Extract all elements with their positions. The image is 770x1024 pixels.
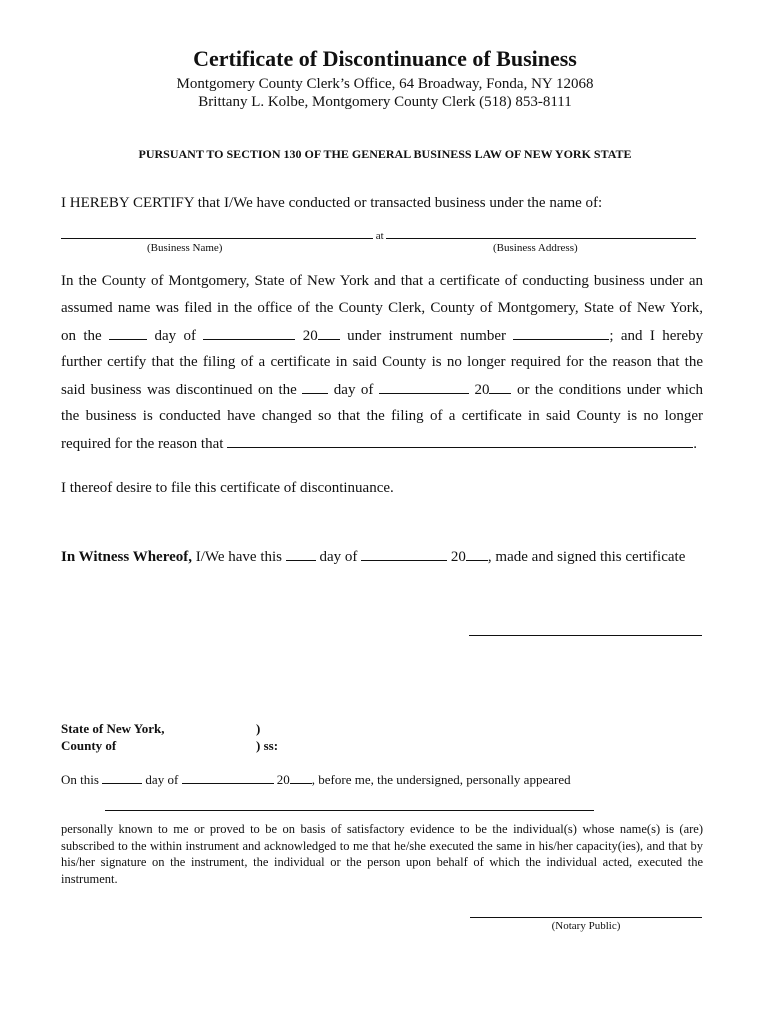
document-title: Certificate of Discontinuance of Business <box>193 46 577 71</box>
filed-day-field[interactable] <box>109 327 147 340</box>
notary-public-label: (Notary Public) <box>551 920 621 932</box>
clerk-office-address: Montgomery County Clerk’s Office, 64 Broadway, Fonda, NY 12068 <box>176 76 594 92</box>
pursuant-statement: PURSUANT TO SECTION 130 OF THE GENERAL BUSINESS LAW OF NEW YORK STATE <box>138 147 632 161</box>
desire-statement: I thereof desire to file this certificate of discontinuance. <box>61 480 394 496</box>
venue-paren-1: ) <box>256 721 261 736</box>
body-line-5: said business was discontinued on the day of 20 or the conditions under which <box>61 382 704 398</box>
notary-signature-line[interactable] <box>470 917 702 918</box>
venue-paren-ss: ) ss: <box>256 738 279 753</box>
body-line-1: In the County of Montgomery, State of New York and that a certificate of conducting business under an <box>61 273 703 289</box>
instrument-number-field[interactable] <box>513 327 609 340</box>
signature-line[interactable] <box>469 635 702 636</box>
discontinued-year-field[interactable] <box>489 381 511 394</box>
notary-date-line: On this day of 20 , before me, the undersigned, personally appeared <box>61 772 571 787</box>
filed-year-field[interactable] <box>318 327 340 340</box>
body-line-6: the business is conducted have changed so that the filing of a certificate in said County is no longer <box>61 408 703 424</box>
notary-acknowledgment-text: personally known to me or proved to be on basis of satisfactory evidence to be the individual(s) whose name(s) is (are) subscribed to the within instrument and acknowledged to me that he/she executed the same in his/her capacity(ies), and that by his/her signature on the instrument, the individual or the person upon behalf of which the individual acted, executed the instrument. <box>61 822 703 886</box>
at-word: at <box>375 230 384 242</box>
venue-county: County of <box>61 738 117 753</box>
reason-field[interactable] <box>227 435 693 448</box>
notary-day-field[interactable] <box>102 773 142 784</box>
filed-month-field[interactable] <box>203 327 295 340</box>
certify-statement: I HEREBY CERTIFY that I/We have conducted or transacted business under the name of: <box>61 195 603 211</box>
body-line-2: assumed name was filed in the office of the County Clerk, County of Montgomery, State of New York, <box>61 300 703 316</box>
county-clerk-contact: Brittany L. Kolbe, Montgomery County Clerk (518) 853-8111 <box>198 94 572 110</box>
venue-state: State of New York, <box>61 721 165 736</box>
body-line-7: required for the reason that . <box>61 436 697 452</box>
witness-year-field[interactable] <box>466 548 488 561</box>
business-address-field[interactable] <box>386 226 696 239</box>
body-line-4: further certify that the filing of a certificate in said County is no longer required for the reason that the <box>61 354 703 370</box>
witness-month-field[interactable] <box>361 548 447 561</box>
discontinued-month-field[interactable] <box>379 381 469 394</box>
business-name-address-row <box>61 226 696 242</box>
business-name-field[interactable] <box>61 226 373 239</box>
body-line-3: on the day of 20 under instrument number ; and I hereby <box>61 328 704 344</box>
notary-year-field[interactable] <box>290 773 312 784</box>
appeared-name-field[interactable] <box>105 810 594 811</box>
discontinued-day-field[interactable] <box>302 381 328 394</box>
notary-month-field[interactable] <box>182 773 274 784</box>
business-name-label: (Business Name) <box>147 242 223 254</box>
business-address-label: (Business Address) <box>493 242 578 254</box>
witness-day-field[interactable] <box>286 548 316 561</box>
witness-line: In Witness Whereof, I/We have this day of 20 , made and signed this certificate <box>61 549 686 565</box>
witness-heading: In Witness Whereof, <box>61 549 192 565</box>
